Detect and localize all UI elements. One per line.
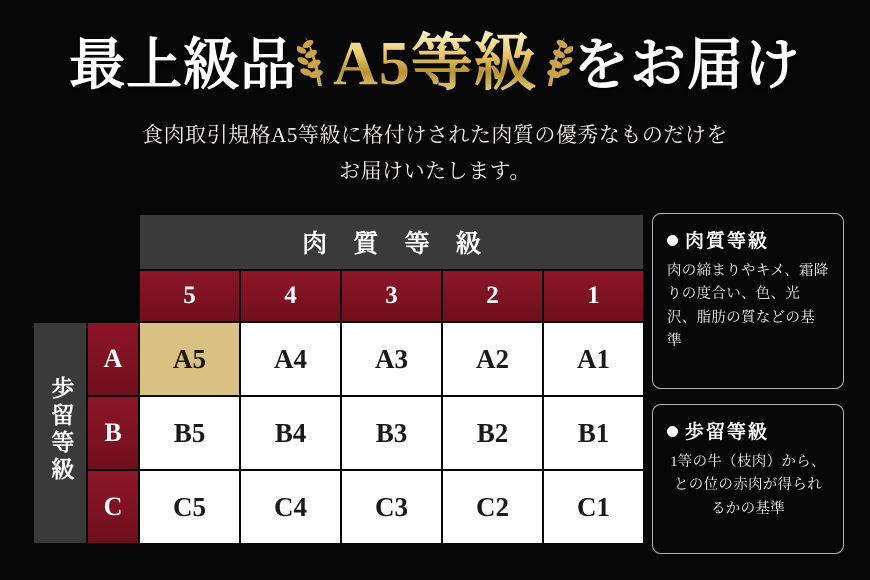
yield-grade-title [34, 323, 86, 543]
table-row-quality-heads [34, 271, 643, 321]
quality-grade-4: 4 [241, 271, 340, 321]
cell-a1: A1 [544, 323, 643, 395]
grading-table [32, 213, 637, 545]
quality-grade-2: 2 [443, 271, 542, 321]
laurel-branch-icon [297, 30, 331, 88]
headline-trail: をお届け [572, 35, 801, 97]
bullet-icon [667, 235, 678, 246]
yield-grade-title-text: 歩留等級 [48, 376, 74, 484]
info-quality-title: 肉質等級 [685, 231, 770, 252]
info-box-quality-grade [652, 213, 844, 389]
cell-a4: A4 [241, 323, 340, 395]
page-title [0, 30, 870, 97]
table-row-quality-title [34, 215, 643, 269]
corner-blank-2 [88, 215, 138, 269]
cell-b2: B2 [443, 397, 542, 469]
bullet-icon [667, 426, 678, 437]
info-yield-title: 歩留等級 [685, 422, 770, 443]
grading-table-inner [32, 213, 645, 545]
yield-grade-c: C [88, 471, 138, 543]
headline-emphasis: A5等級 [333, 30, 537, 98]
yield-grade-a: A [88, 323, 138, 395]
cell-c3: C3 [342, 471, 441, 543]
cell-a5: A5 [140, 323, 239, 395]
quality-grade-5: 5 [140, 271, 239, 321]
info-quality-body: 肉の締まりやキメ、霜降りの度合い、色、光沢、脂肪の質などの基準 [667, 263, 829, 350]
quality-grade-title: 肉 質 等 級 [140, 215, 643, 269]
subcopy-line-1: 食肉取引規格A5等級に格付けされた肉質の優秀なものだけを [142, 123, 728, 147]
cell-b4: B4 [241, 397, 340, 469]
cell-b1: B1 [544, 397, 643, 469]
cell-a2: A2 [443, 323, 542, 395]
info-yield-title-row [667, 417, 829, 444]
corner-blank-3 [34, 271, 86, 321]
yield-grade-b: B [88, 397, 138, 469]
corner-blank-4 [88, 271, 138, 321]
cell-c4: C4 [241, 471, 340, 543]
laurel-branch-icon [539, 30, 573, 88]
table-row-b [34, 397, 643, 469]
cell-c5: C5 [140, 471, 239, 543]
info-yield-body: 1等の牛（枝肉）から、との位の赤肉が得られるかの基準 [670, 454, 826, 517]
table-row-c [34, 471, 643, 543]
info-box-yield-grade [652, 404, 844, 554]
cell-c2: C2 [443, 471, 542, 543]
cell-b5: B5 [140, 397, 239, 469]
subcopy-line-2: お届けいたします。 [339, 158, 531, 183]
quality-grade-3: 3 [342, 271, 441, 321]
cell-a3: A3 [342, 323, 441, 395]
info-quality-title-row [667, 226, 829, 253]
cell-b3: B3 [342, 397, 441, 469]
subcopy [0, 118, 870, 189]
table-row-a [34, 323, 643, 395]
quality-grade-1: 1 [544, 271, 643, 321]
cell-c1: C1 [544, 471, 643, 543]
corner-blank [34, 215, 86, 269]
headline-lead: 最上級品 [69, 35, 298, 97]
